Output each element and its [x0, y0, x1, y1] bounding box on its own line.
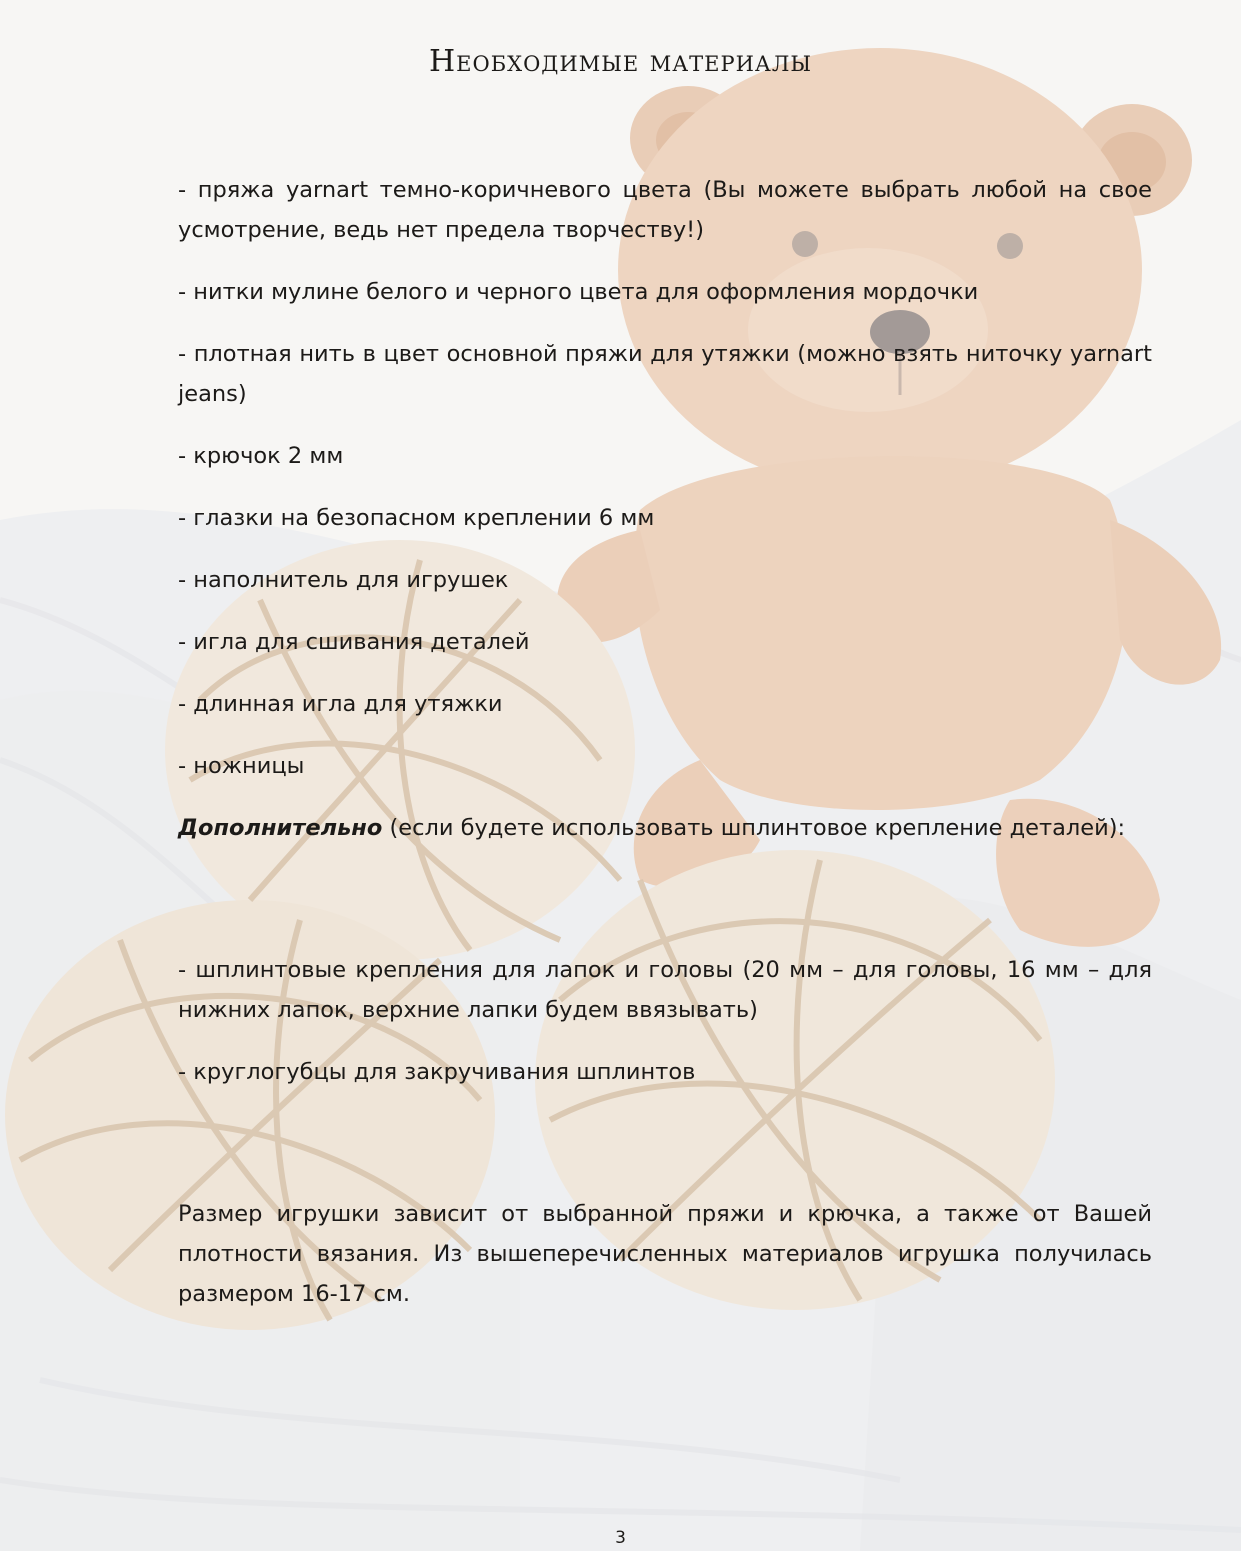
- material-item: - длинная игла для утяжки: [178, 691, 503, 717]
- additional-label: Дополнительно: [178, 815, 383, 841]
- size-note: Размер игрушки зависит от выбранной пряжи и крючка, а также от Вашей плотности вязания. Из вышеперечисленных материалов игрушка получилась размером 16-17 см.: [178, 1201, 1152, 1307]
- material-item: - игла для сшивания деталей: [178, 629, 530, 655]
- materials-content: [178, 170, 1152, 1314]
- material-item: - нитки мулине белого и черного цвета для оформления мордочки: [178, 279, 979, 305]
- page-number: 3: [615, 1528, 626, 1548]
- material-item: - глазки на безопасном креплении 6 мм: [178, 505, 655, 531]
- material-item: - крючок 2 мм: [178, 443, 344, 469]
- material-item: - наполнитель для игрушек: [178, 567, 509, 593]
- material-item: - пряжа yarnart темно-коричневого цвета (Вы можете выбрать любой на свое усмотрение, ведь нет предела творчеству!): [178, 177, 1152, 243]
- material-item: - ножницы: [178, 753, 305, 779]
- page-title: Необходимые материалы: [429, 44, 812, 79]
- material-item: - плотная нить в цвет основной пряжи для утяжки (можно взять ниточку yarnart jeans): [178, 341, 1152, 407]
- additional-text: (если будете использовать шплинтовое крепление деталей):: [382, 815, 1126, 841]
- extra-material-item: - круглогубцы для закручивания шплинтов: [178, 1059, 696, 1085]
- additional-note: [178, 808, 1152, 848]
- extra-material-item: - шплинтовые крепления для лапок и головы (20 мм – для головы, 16 мм – для нижних лапок, верхние лапки будем ввязывать): [178, 957, 1152, 1023]
